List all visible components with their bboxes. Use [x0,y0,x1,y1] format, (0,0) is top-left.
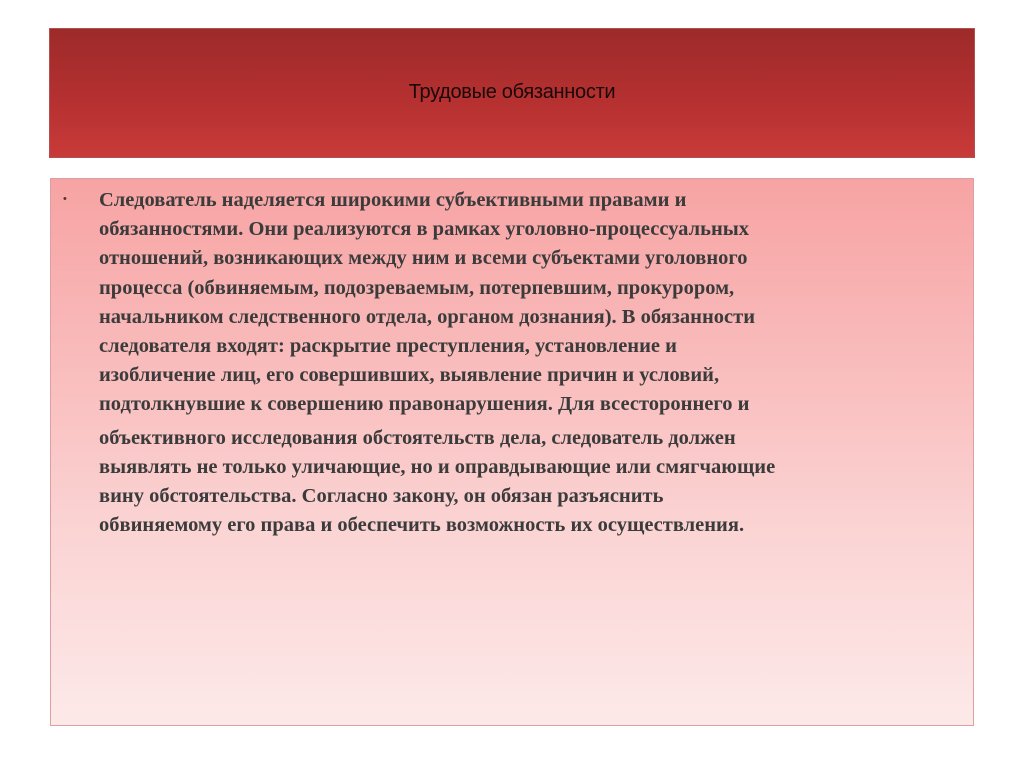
body-line: объективного исследования обстоятельств дела, следователь должен [99,426,736,449]
slide-title: Трудовые обязанности [408,80,616,103]
body-line: процесса (обвиняемым, подозреваемым, потерпевшим, прокурором, [99,276,735,299]
body-line: начальником следственного отдела, органом дознания). В обязанности [99,305,756,328]
body-line: обвиняемому его права и обеспечить возможность их осуществления. [99,514,745,537]
body-line: вину обстоятельства. Согласно закону, он обязан разъяснить [99,485,664,508]
content-box [50,178,974,726]
body-line: Следователь наделяется широкими субъективными правами и [99,189,687,211]
body-line: обязанностями. Они реализуются в рамках уголовно-процессуальных [99,218,750,241]
title-bar [50,29,974,157]
bullet-icon: • [63,193,67,205]
body-paragraph [99,186,959,540]
body-line: подтолкнувшие к совершению правонарушения. Для всестороннего и [99,393,750,416]
body-line: следователя входят: раскрытие преступления, установление и [99,335,677,358]
body-line: изобличение лиц, его совершивших, выявление причин и условий, [99,364,720,387]
body-line: отношений, возникающих между ним и всеми субъектами уголовного [99,247,748,270]
body-line: выявлять не только уличающие, но и оправдывающие или смягчающие [99,455,776,478]
